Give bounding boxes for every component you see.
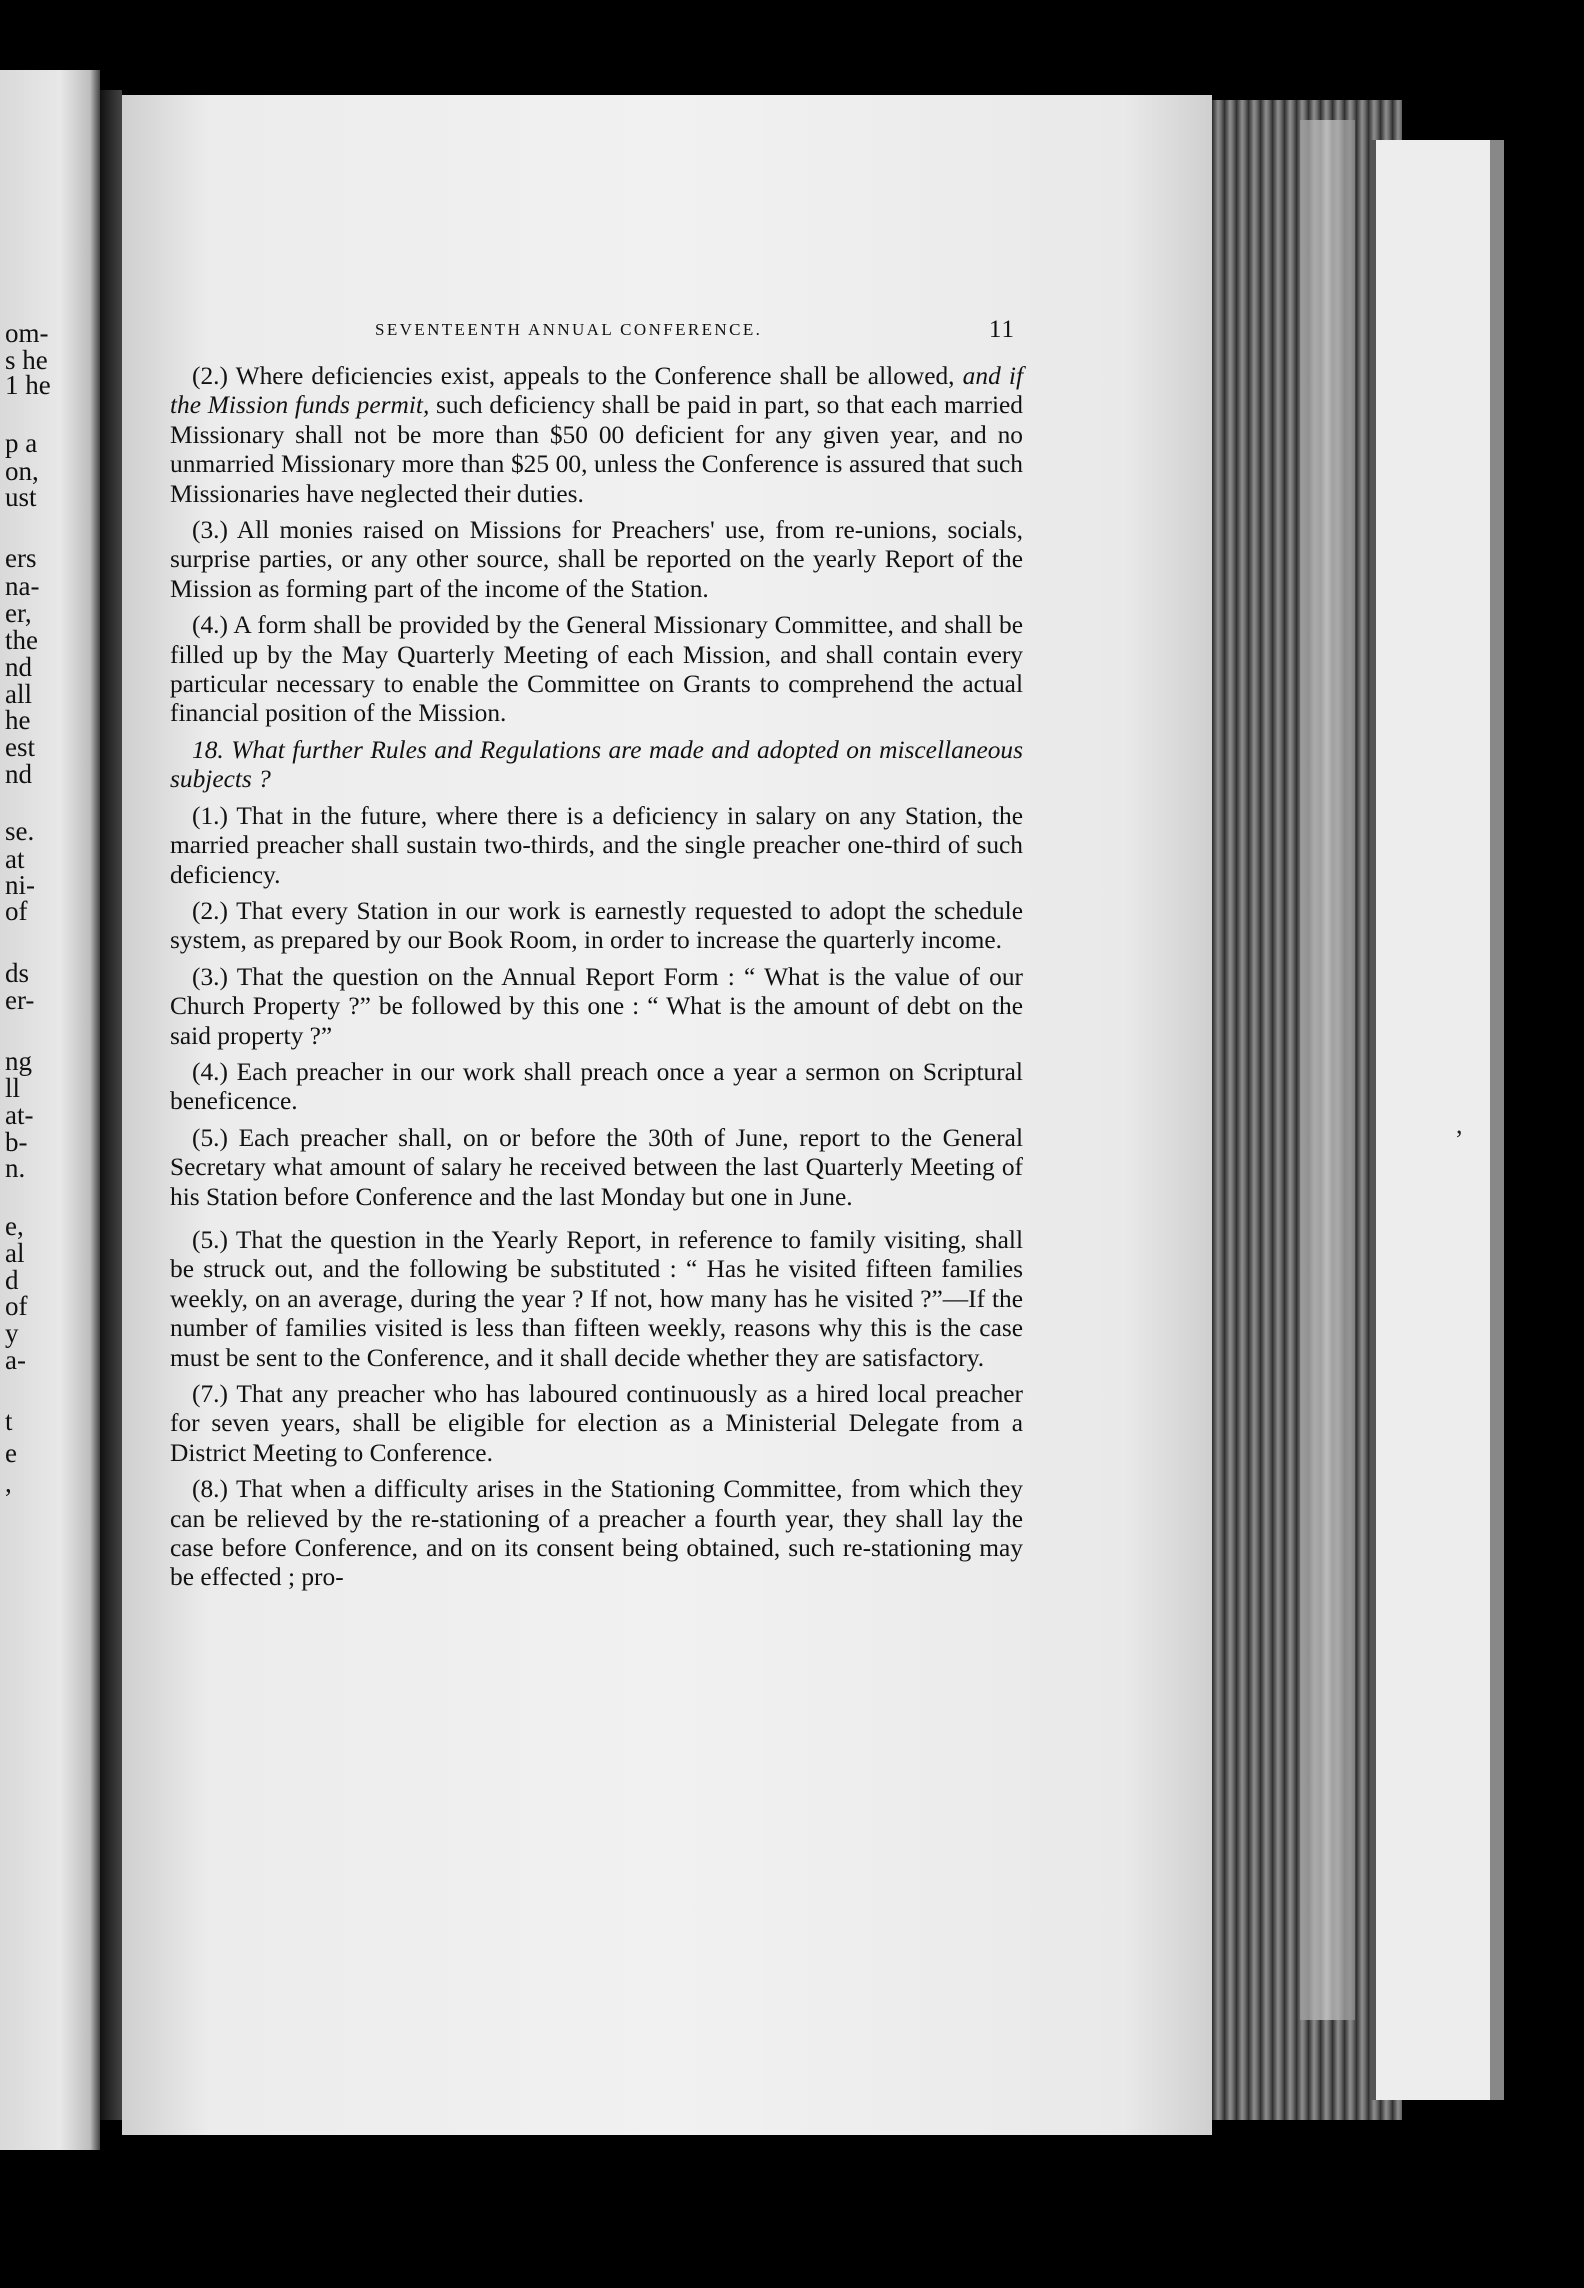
running-head-title: SEVENTEENTH ANNUAL CONFERENCE. [375, 320, 763, 339]
facing-page-fragment: s he [5, 345, 48, 375]
paragraph-2-deficiencies [170, 362, 1023, 509]
page-edges-highlight [1300, 120, 1355, 2020]
paragraph-text: (2.) Where deficiencies exist, appeals to the Conference shall be allowed, [192, 362, 963, 390]
facing-page-fragment: he [5, 705, 31, 735]
facing-page-fragment: on, [5, 456, 39, 486]
facing-page-fragment: all [5, 679, 32, 709]
cover-edge-shadow [1490, 140, 1504, 2100]
facing-page-fragment: ll [5, 1073, 21, 1103]
facing-page-fragment: b- [5, 1127, 28, 1157]
facing-page-fragment: er- [5, 985, 35, 1015]
page-body [170, 362, 1023, 1600]
facing-page-fragment: , [5, 1468, 12, 1498]
facing-page-fragment: t [5, 1406, 13, 1436]
facing-page-fragment: ds [5, 958, 30, 988]
facing-page-fragment: of [5, 896, 28, 926]
facing-page-fragment: ers [5, 543, 37, 573]
facing-page-fragment: a- [5, 1345, 26, 1375]
facing-page-fragment: p a [5, 428, 38, 458]
facing-page-fragment: om- [5, 318, 49, 348]
answer-5-salary-report: (5.) Each preacher shall, on or before the 30th of June, report to the General Secretary what amount of salary he received between the last Quarterly Meeting of his Station before Conference and the last Monday but one in June. [170, 1123, 1023, 1211]
facing-page-fragment: ni- [5, 870, 35, 900]
paragraph-4-form: (4.) A form shall be provided by the General Missionary Committee, and shall be filled up by the May Quarterly Meeting of each Mission, and shall contain every particular necessary to enable the Committee on Grants to comprehend the actual financial position of the Mission. [170, 611, 1023, 728]
answer-1: (1.) That in the future, where there is a deficiency in salary on any Station, the married preacher shall sustain two-thirds, and the single preacher one-third of such deficiency. [170, 801, 1023, 889]
facing-page-fragment: at- [5, 1100, 34, 1130]
stray-mark: , [1456, 1110, 1463, 1139]
facing-page-fragment: nd [5, 652, 32, 682]
facing-page-fragment: 1 he [5, 370, 51, 400]
facing-page-fragment: nd [5, 759, 32, 789]
answer-3: (3.) That the question on the Annual Report Form : “ What is the value of our Church Property ?” be followed by this one : “ What is the amount of debt on the said property ?” [170, 962, 1023, 1050]
facing-page-fragment: d [5, 1265, 19, 1295]
back-cover-board [1370, 140, 1496, 2100]
answer-2: (2.) That every Station in our work is earnestly requested to adopt the schedule system, as prepared by our Book Room, in order to increase the quarterly income. [170, 896, 1023, 955]
facing-page-fragment: at [5, 844, 25, 874]
answer-8: (8.) That when a difficulty arises in the Stationing Committee, from which they can be relieved by the re-stationing of a preacher a fourth year, they shall lay the case before Conference, and on its consent being obtained, such re-stationing may be effected ; pro- [170, 1475, 1023, 1592]
paragraph-text: such deficiency shall be paid in part, so that each married Missionary shall not be more than $50 00 deficient for any given year, and no unmarried Missionary more than $25 00, unless the Conference is assured that such Missionaries have neglected their duties. [170, 391, 1023, 508]
facing-page-fragment: al [5, 1238, 25, 1268]
facing-page-fragment: of [5, 1291, 28, 1321]
facing-page-fragment: ust [5, 482, 37, 512]
facing-page-fragment: e [5, 1438, 17, 1468]
book-gutter [100, 90, 122, 2120]
facing-page-fragment: n. [5, 1153, 26, 1183]
answer-7: (7.) That any preacher who has laboured continuously as a hired local preacher for seven years, shall be eligible for election as a Ministerial Delegate from a District Meeting to Conference. [170, 1380, 1023, 1467]
answer-5-family-visiting: (5.) That the question in the Yearly Report, in reference to family visiting, shall be struck out, and the following be substituted : “ Has he visited fifteen families weekly, on an average, during the year ? If not, how many has he visited ?”—If the number of families visited is less than fifteen weekly, reasons why this is the case must be sent to the Conference, and it shall decide whether they are satisfactory. [170, 1225, 1023, 1372]
paragraph-3-monies: (3.) All monies raised on Missions for Preachers' use, from re-unions, socials, surprise parties, or any other source, shall be reported on the yearly Report of the Mission as forming part of the income of the Station. [170, 516, 1023, 603]
answer-4: (4.) Each preacher in our work shall preach once a year a sermon on Scriptural beneficence. [170, 1057, 1023, 1116]
facing-page-fragment: er, [5, 598, 32, 628]
facing-page-fragment: se. [5, 816, 35, 846]
facing-page-fragment: est [5, 732, 35, 762]
paragraph-italic-text: and if the Mission funds permit, [170, 362, 1023, 420]
page-number: 11 [988, 316, 1015, 343]
facing-page-strip [0, 70, 100, 2150]
facing-page-fragment: the [5, 625, 38, 655]
facing-page-fragment: y [5, 1318, 19, 1348]
facing-page-fragment: e, [5, 1211, 24, 1241]
facing-page-fragment: ng [5, 1046, 32, 1076]
question-18: 18. What further Rules and Regulations are made and adopted on miscellaneous subjects ? [170, 735, 1023, 794]
facing-page-fragment: na- [5, 571, 40, 601]
running-head [170, 316, 1025, 346]
